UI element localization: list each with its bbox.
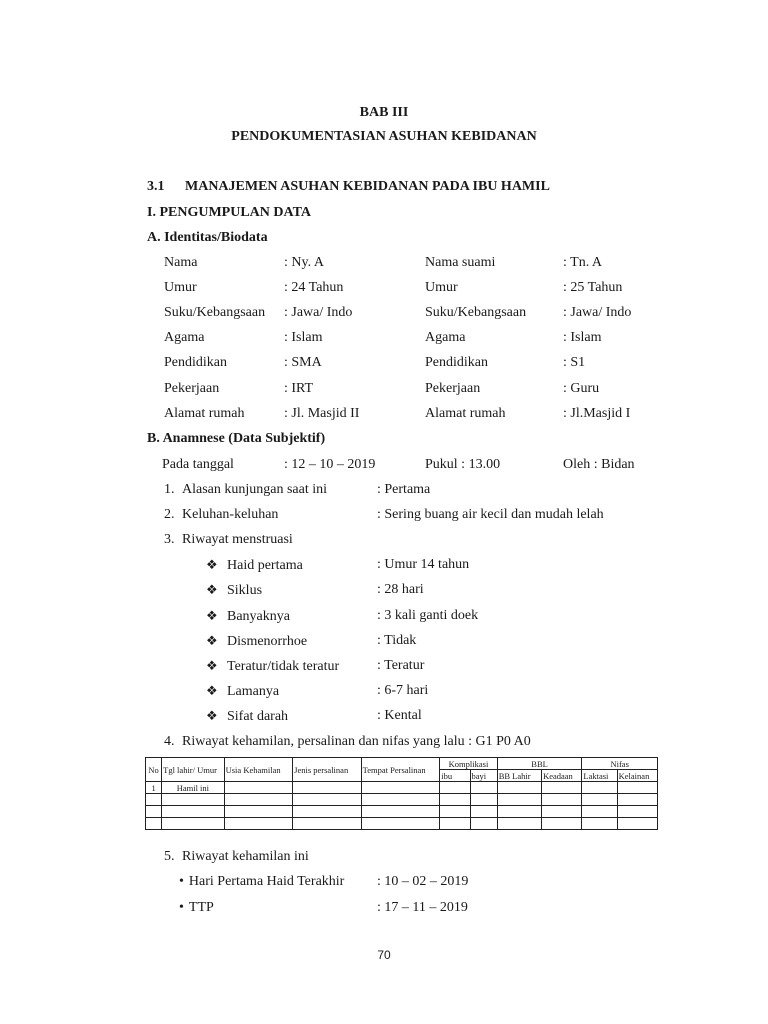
id-value-husband: : Jawa/ Indo — [563, 305, 632, 320]
time-value: Pukul : 13.00 — [425, 457, 501, 472]
id-value-husband: : Islam — [563, 330, 602, 345]
list-item-value: : 6-7 hari — [377, 683, 429, 698]
col-header-komplikasi: Komplikasi — [440, 758, 497, 770]
date-label: Pada tanggal — [162, 457, 234, 472]
list-item — [206, 582, 262, 599]
id-value: : Jl. Masjid II — [284, 406, 360, 421]
col-header-no: No — [146, 758, 162, 782]
id-label: Suku/Kebangsaan — [164, 305, 266, 320]
list-item-label: Teratur/tidak teratur — [227, 659, 340, 674]
list-item — [206, 633, 307, 650]
col-header-usia: Usia Kehamilan — [224, 758, 293, 782]
list-item-label: Dismenorrhoe — [227, 634, 308, 649]
cell-no: 1 — [146, 782, 162, 794]
list-item-label: TTP — [188, 900, 214, 915]
list-item — [206, 708, 288, 725]
list-item-value: : 28 hari — [377, 582, 424, 597]
list-item-value: : 10 – 02 – 2019 — [377, 874, 469, 889]
chapter-title: PENDOKUMENTASIAN ASUHAN KEBIDANAN — [231, 129, 537, 144]
col-header-tgl: Tgl lahir/ Umur — [162, 758, 224, 782]
bullet-icon: • — [179, 874, 184, 889]
list-item-value: : 17 – 11 – 2019 — [377, 900, 468, 915]
item-number: 5. — [164, 849, 175, 864]
id-value: : Ny. A — [284, 255, 324, 270]
list-item-label: Siklus — [227, 583, 263, 598]
id-label-husband: Agama — [425, 330, 466, 345]
list-item-value: : 3 kali ganti doek — [377, 608, 479, 623]
anamnese-heading: B. Anamnese (Data Subjektif) — [147, 431, 326, 446]
page-number: 70 — [377, 948, 391, 962]
col-header-bb-lahir: BB Lahir — [497, 770, 541, 782]
id-value-husband: : Tn. A — [563, 255, 603, 270]
pregnancy-history-table — [145, 757, 658, 830]
list-item — [206, 608, 290, 625]
item-label: Riwayat kehamilan ini — [182, 849, 309, 864]
examiner-value: Oleh : Bidan — [563, 457, 635, 472]
table-row — [146, 818, 658, 830]
id-value-husband: : 25 Tahun — [563, 280, 623, 295]
item-value: : Sering buang air kecil dan mudah lelah — [377, 507, 604, 522]
id-label-husband: Pekerjaan — [425, 381, 481, 396]
diamond-bullet-icon: ❖ — [206, 608, 218, 623]
id-label: Pendidikan — [164, 355, 227, 370]
id-label: Alamat rumah — [164, 406, 245, 421]
id-label-husband: Suku/Kebangsaan — [425, 305, 527, 320]
list-item-value: : Teratur — [377, 658, 425, 673]
item-number: 2. — [164, 507, 175, 522]
id-label: Agama — [164, 330, 205, 345]
id-label-husband: Pendidikan — [425, 355, 488, 370]
item-label: Alasan kunjungan saat ini — [182, 482, 328, 497]
item-label: Riwayat menstruasi — [182, 532, 293, 547]
item-value: : Pertama — [377, 482, 431, 497]
list-item — [206, 658, 339, 675]
list-item-label: Sifat darah — [227, 709, 289, 724]
list-item-label: Haid pertama — [227, 558, 303, 573]
item-number: 1. — [164, 482, 175, 497]
item-number: 4. — [164, 734, 175, 749]
list-item — [179, 900, 214, 916]
id-label-husband: Alamat rumah — [425, 406, 506, 421]
diamond-bullet-icon: ❖ — [206, 658, 218, 673]
id-value: : IRT — [284, 381, 314, 396]
list-item — [206, 683, 279, 700]
diamond-bullet-icon: ❖ — [206, 708, 218, 723]
list-item-value: : Kental — [377, 708, 422, 723]
list-item-label: Lamanya — [227, 684, 280, 699]
part-heading: I. PENGUMPULAN DATA — [147, 205, 311, 220]
id-value: : 24 Tahun — [284, 280, 344, 295]
section-number: 3.1 — [147, 179, 165, 194]
id-label: Pekerjaan — [164, 381, 220, 396]
col-header-jenis: Jenis persalinan — [293, 758, 362, 782]
id-value: : Islam — [284, 330, 323, 345]
list-item-label: Banyaknya — [227, 609, 290, 624]
table-row — [146, 806, 658, 818]
id-label-husband: Nama suami — [425, 255, 496, 270]
col-header-keadaan: Keadaan — [542, 770, 582, 782]
id-value-husband: : Jl.Masjid I — [563, 406, 631, 421]
id-label: Umur — [164, 280, 197, 295]
list-item — [206, 557, 303, 574]
table-row — [146, 794, 658, 806]
list-item — [179, 874, 344, 890]
col-header-kelainan: Kelainan — [617, 770, 657, 782]
id-value-husband: : Guru — [563, 381, 600, 396]
identitas-heading: A. Identitas/Biodata — [147, 230, 268, 245]
chapter-heading: BAB III — [359, 105, 409, 120]
col-header-nifas: Nifas — [582, 758, 658, 770]
col-header-ibu: ibu — [440, 770, 470, 782]
col-header-laktasi: Laktasi — [582, 770, 617, 782]
diamond-bullet-icon: ❖ — [206, 557, 218, 572]
diamond-bullet-icon: ❖ — [206, 683, 218, 698]
list-item-value: : Umur 14 tahun — [377, 557, 470, 572]
id-value: : SMA — [284, 355, 322, 370]
diamond-bullet-icon: ❖ — [206, 633, 218, 648]
col-header-bayi: bayi — [470, 770, 497, 782]
col-header-tempat: Tempat Persalinan — [361, 758, 440, 782]
cell-tgl: Hamil ini — [162, 782, 224, 794]
id-value: : Jawa/ Indo — [284, 305, 353, 320]
section-title: MANAJEMEN ASUHAN KEBIDANAN PADA IBU HAMIL — [185, 179, 550, 194]
item-label: Riwayat kehamilan, persalinan dan nifas yang lalu : G1 P0 A0 — [182, 734, 531, 749]
bullet-icon: • — [179, 900, 184, 915]
diamond-bullet-icon: ❖ — [206, 582, 218, 597]
id-label-husband: Umur — [425, 280, 458, 295]
table-row — [146, 782, 658, 794]
item-label: Keluhan-keluhan — [182, 507, 279, 522]
col-header-bbl: BBL — [497, 758, 582, 770]
id-value-husband: : S1 — [563, 355, 586, 370]
item-number: 3. — [164, 532, 175, 547]
list-item-value: : Tidak — [377, 633, 417, 648]
id-label: Nama — [164, 255, 198, 270]
list-item-label: Hari Pertama Haid Terakhir — [188, 874, 345, 889]
date-value: : 12 – 10 – 2019 — [284, 457, 376, 472]
